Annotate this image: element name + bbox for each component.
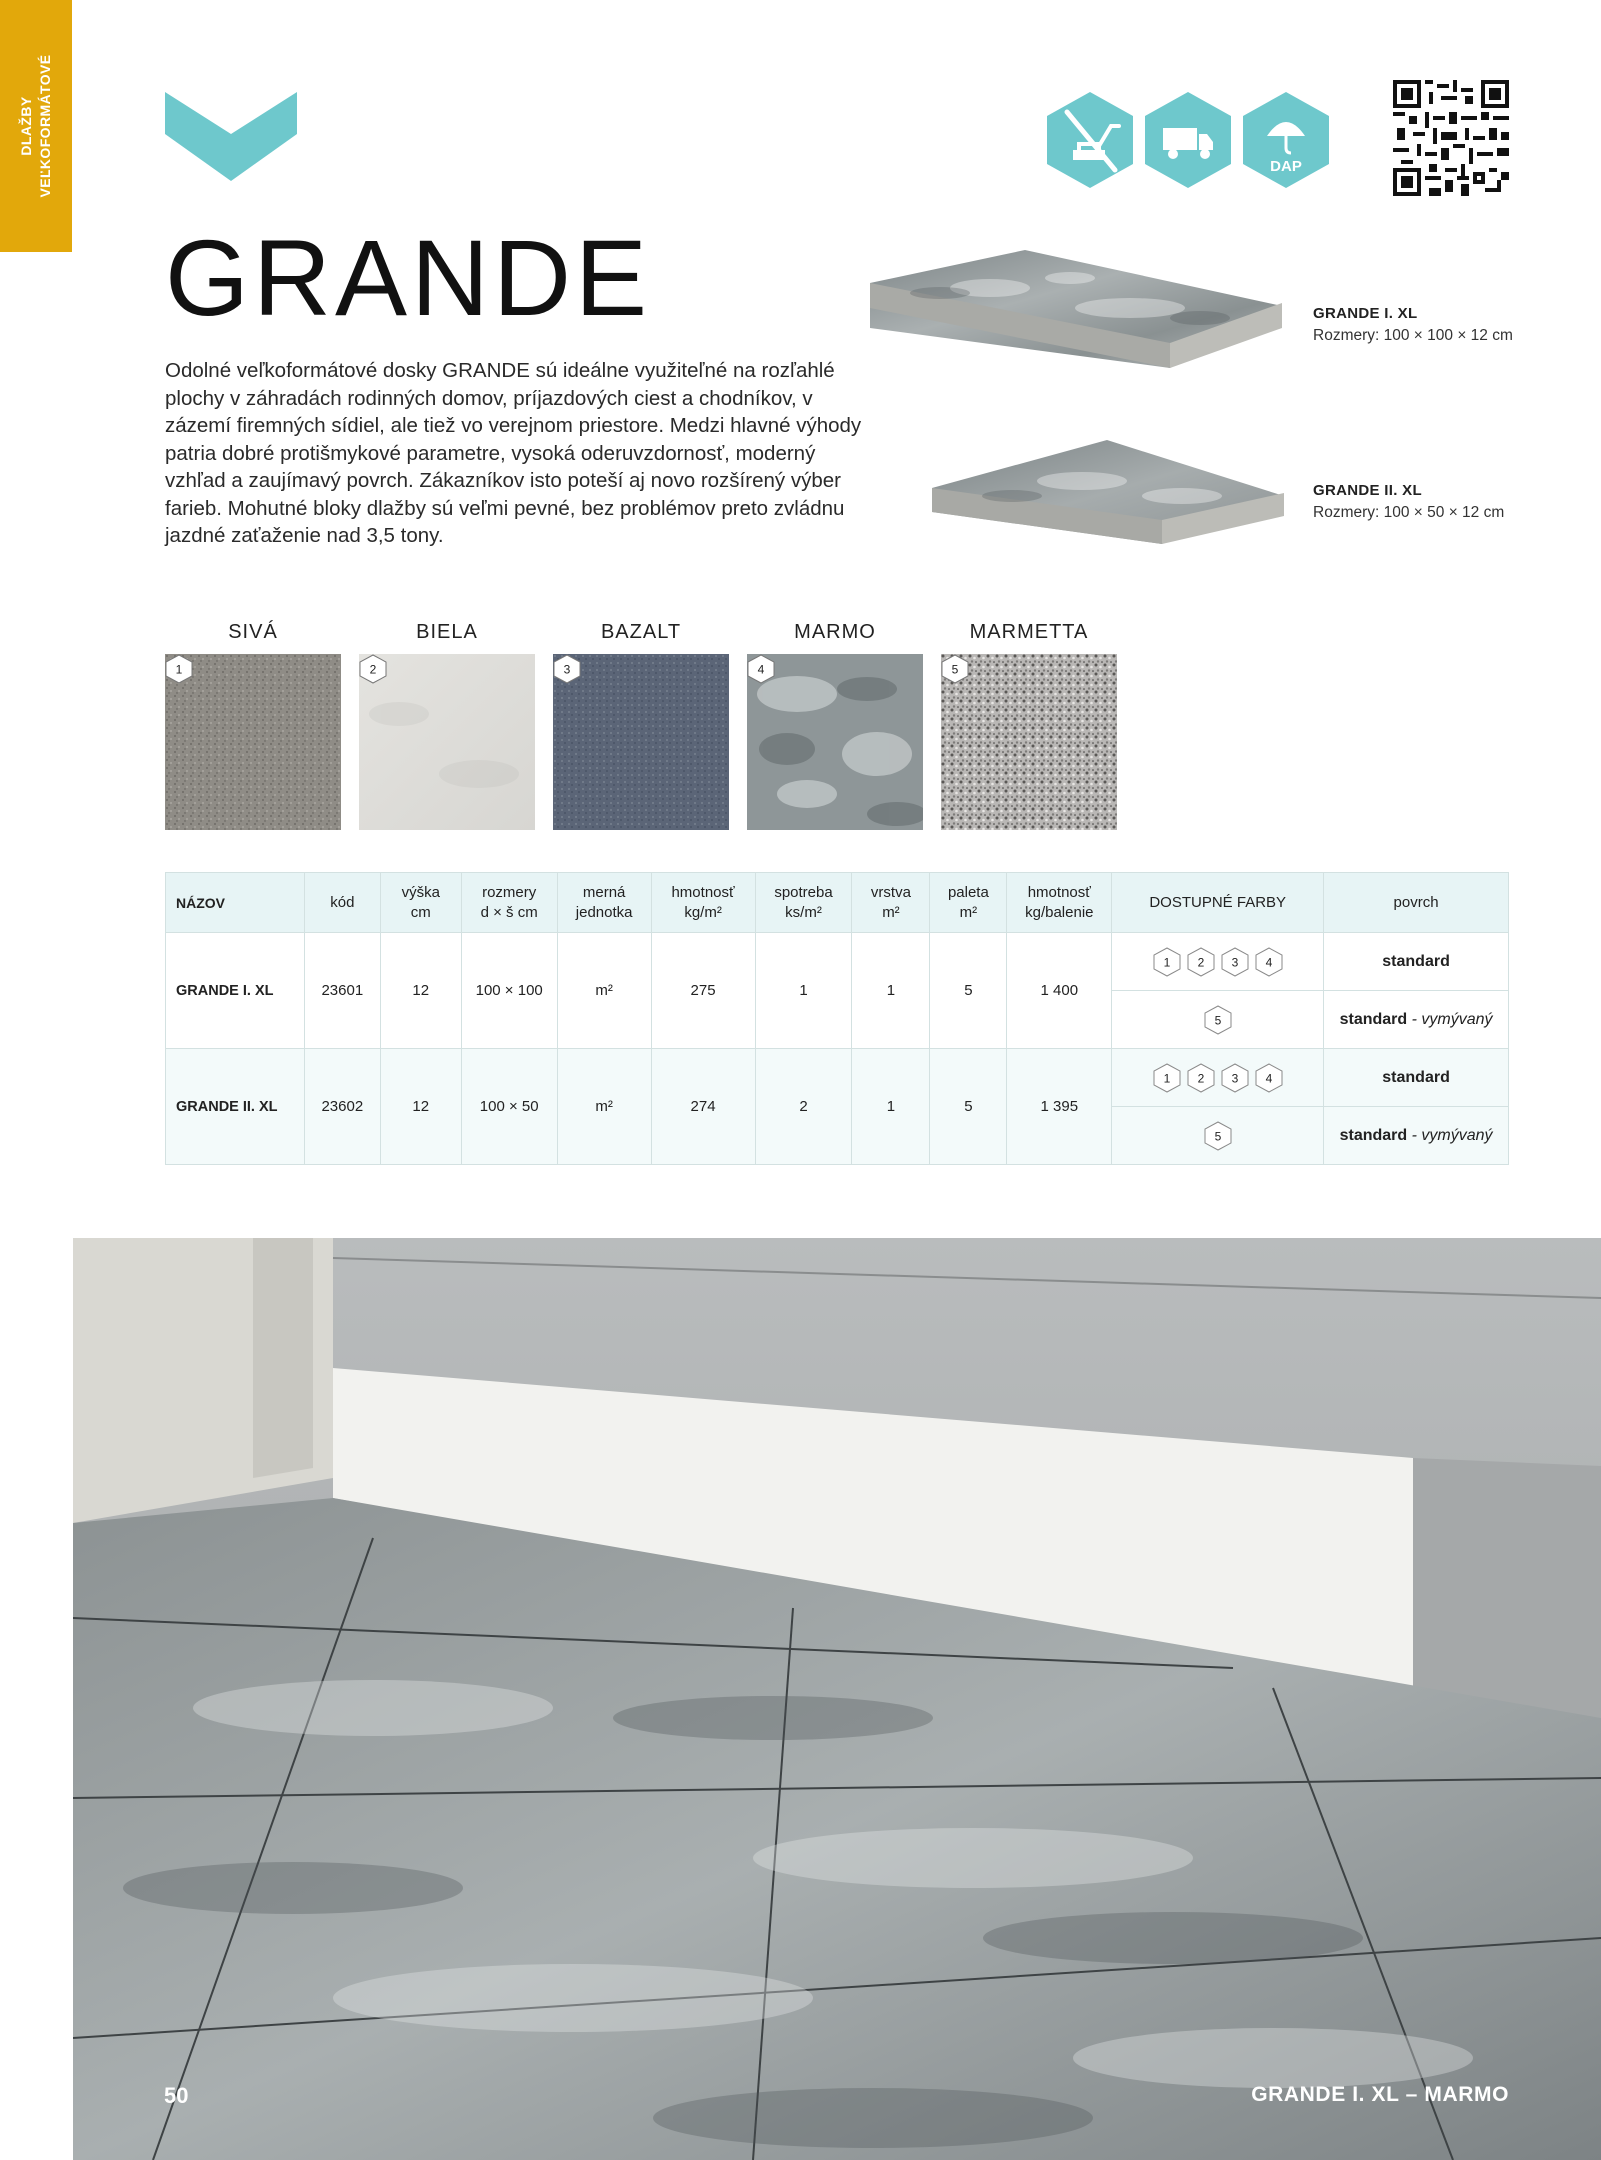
spec-table xyxy=(165,872,1509,1165)
cell-height: 12 xyxy=(380,1049,461,1165)
cell-usage: 2 xyxy=(755,1049,852,1165)
svg-text:4: 4 xyxy=(1265,955,1273,969)
slab-dimensions: Rozmery: 100 × 50 × 12 cm xyxy=(1313,504,1505,521)
svg-text:4: 4 xyxy=(757,662,765,677)
cell-colors xyxy=(1112,933,1324,991)
slab-dimensions: Rozmery: 100 × 100 × 12 cm xyxy=(1313,327,1513,344)
color-hex-5 xyxy=(1204,1121,1232,1151)
slab-caption-2 xyxy=(1313,480,1504,524)
product-title: GRANDE xyxy=(165,217,652,338)
color-hex-3 xyxy=(1221,1063,1249,1093)
product-description: Odolné veľkoformátové dosky GRANDE sú ideálne využiteľné na rozľahlé plochy v záhradách rodinných domov, príjazdových ciest a chodníkov, v zázemí firemných sídiel, ale tiež vo verejnom priestore. Medzi hlavné výhody patria dobré protišmykové parametre, vysoká oderuvzdornosť, moderný vzhľad a zaujímavý povrch. Zákazníkov isto poteší aj novo rozšírený výber farieb. Mohutné bloky dlažby sú veľmi pevné, bez problémov preto zvládnu jazdné zaťaženie nad 3,5 tony. xyxy=(165,359,862,547)
umbrella-icon xyxy=(1241,90,1331,190)
page-number: 50 xyxy=(164,2083,189,2108)
cell-code: 23601 xyxy=(304,933,380,1049)
swatch-marmetta[interactable] xyxy=(941,618,1117,830)
category-tab xyxy=(0,0,72,252)
svg-text:5: 5 xyxy=(1214,1013,1222,1027)
svg-text:2: 2 xyxy=(1197,1071,1205,1085)
table-row xyxy=(166,1049,1509,1107)
cell-weight: 275 xyxy=(651,933,755,1049)
cell-surface: standard - vymývaný xyxy=(1324,991,1509,1049)
cell-layer: 1 xyxy=(852,1049,930,1165)
grande-2-xl-image xyxy=(932,436,1284,604)
cell-height: 12 xyxy=(380,933,461,1049)
cell-unit: m² xyxy=(557,933,651,1049)
no-vibratory-plate-icon xyxy=(1045,90,1135,190)
swatch-label: MARMO xyxy=(794,621,876,643)
slab-caption-1 xyxy=(1313,303,1513,347)
cell-surface: standard xyxy=(1324,1049,1509,1107)
col-pack-weight: hmotnosť kg/balenie xyxy=(1007,873,1112,933)
color-number-badge xyxy=(165,654,193,684)
col-code: kód xyxy=(304,873,380,933)
cell-colors xyxy=(1112,1107,1324,1165)
svg-text:1: 1 xyxy=(1163,955,1171,969)
col-colors: DOSTUPNÉ FARBY xyxy=(1112,873,1324,933)
swatch-label: BAZALT xyxy=(600,621,682,643)
cell-surface: standard xyxy=(1324,933,1509,991)
slab-name: GRANDE I. XL xyxy=(1313,305,1418,322)
col-pallet: paleta m² xyxy=(930,873,1007,933)
cell-usage: 1 xyxy=(755,933,852,1049)
color-number-badge xyxy=(747,654,775,684)
dap-label: DAP xyxy=(1270,158,1302,175)
col-surface: povrch xyxy=(1324,873,1509,933)
cell-name: GRANDE I. XL xyxy=(166,933,305,1049)
swatch-bazalt[interactable] xyxy=(553,618,729,830)
feature-badges xyxy=(1045,90,1330,190)
col-height: výška cm xyxy=(380,873,461,933)
swatch-marmo[interactable] xyxy=(747,618,923,830)
color-hex-5 xyxy=(1204,1005,1232,1035)
col-weight: hmotnosť kg/m² xyxy=(651,873,755,933)
photo-caption: GRANDE I. XL – MARMO xyxy=(1251,2083,1509,2106)
cell-code: 23602 xyxy=(304,1049,380,1165)
table-header-row xyxy=(166,873,1509,933)
chevron-logo-icon xyxy=(165,92,297,181)
qr-code-icon[interactable] xyxy=(1393,80,1509,196)
cell-weight: 274 xyxy=(651,1049,755,1165)
cell-pack-weight: 1 400 xyxy=(1007,933,1112,1049)
cell-surface: standard - vymývaný xyxy=(1324,1107,1509,1165)
svg-text:3: 3 xyxy=(1231,955,1239,969)
truck-icon xyxy=(1143,90,1233,190)
svg-text:5: 5 xyxy=(951,662,959,677)
svg-text:5: 5 xyxy=(1214,1129,1222,1143)
installation-photo xyxy=(73,1238,1601,2160)
color-hex-1 xyxy=(1153,947,1181,977)
color-hex-3 xyxy=(1221,947,1249,977)
cell-pallet: 5 xyxy=(930,1049,1007,1165)
col-name: NÁZOV xyxy=(166,873,305,933)
color-hex-1 xyxy=(1153,1063,1181,1093)
cell-colors xyxy=(1112,991,1324,1049)
category-line-1: DLAŽBY xyxy=(18,96,34,156)
cell-colors xyxy=(1112,1049,1324,1107)
cell-layer: 1 xyxy=(852,933,930,1049)
cell-name: GRANDE II. XL xyxy=(166,1049,305,1165)
cell-unit: m² xyxy=(557,1049,651,1165)
swatch-label: SIVÁ xyxy=(228,621,278,643)
color-hex-4 xyxy=(1255,1063,1283,1093)
cell-pallet: 5 xyxy=(930,933,1007,1049)
color-number-badge xyxy=(553,654,581,684)
swatch-biela[interactable] xyxy=(359,618,535,830)
color-hex-4 xyxy=(1255,947,1283,977)
cell-dims: 100 × 50 xyxy=(461,1049,557,1165)
cell-dims: 100 × 100 xyxy=(461,933,557,1049)
color-swatches xyxy=(165,618,1125,830)
grande-1-xl-image xyxy=(870,248,1282,433)
paving-photo-illustration xyxy=(73,1238,1601,2160)
col-dims: rozmery d × š cm xyxy=(461,873,557,933)
swatch-label: BIELA xyxy=(416,621,478,643)
color-hex-2 xyxy=(1187,1063,1215,1093)
svg-text:1: 1 xyxy=(175,662,183,677)
swatch-label: MARMETTA xyxy=(969,621,1089,643)
svg-text:2: 2 xyxy=(369,662,377,677)
svg-text:3: 3 xyxy=(563,662,571,677)
svg-text:2: 2 xyxy=(1197,955,1205,969)
color-number-badge xyxy=(941,654,969,684)
category-label xyxy=(17,54,55,197)
svg-text:1: 1 xyxy=(1163,1071,1171,1085)
col-unit: merná jednotka xyxy=(557,873,651,933)
table-row xyxy=(166,933,1509,991)
slab-name: GRANDE II. XL xyxy=(1313,482,1422,499)
swatch-siva[interactable] xyxy=(165,618,341,830)
category-line-2: VEĽKOFORMÁTOVÉ xyxy=(37,54,53,198)
col-layer: vrstva m² xyxy=(852,873,930,933)
svg-text:3: 3 xyxy=(1231,1071,1239,1085)
color-number-badge xyxy=(359,654,387,684)
col-usage: spotreba ks/m² xyxy=(755,873,852,933)
svg-text:4: 4 xyxy=(1265,1071,1273,1085)
cell-pack-weight: 1 395 xyxy=(1007,1049,1112,1165)
color-hex-2 xyxy=(1187,947,1215,977)
